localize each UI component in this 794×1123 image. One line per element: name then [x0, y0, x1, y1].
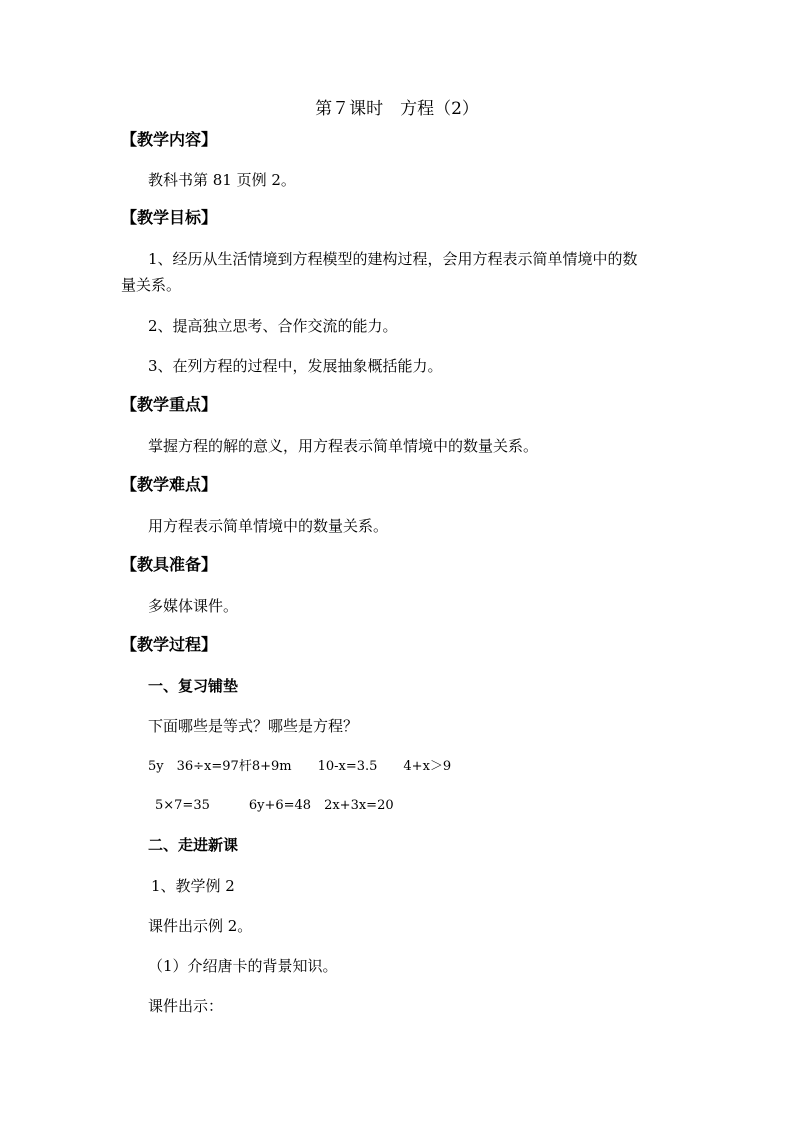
equation-row-1: 5y 36÷x=97杆8+9m 10-x=3.5 4+x＞9: [148, 759, 452, 774]
key-text: 掌握方程的解的意义，用方程表示简单情境中的数量关系。: [148, 437, 539, 455]
section-heading-difficulty: 【教学难点】: [121, 475, 218, 494]
equation-row-2: 5×7=35 6y+6=48 2x+3x=20: [155, 798, 394, 813]
goal-3: 3、在列方程的过程中，发展抽象概括能力。: [148, 357, 443, 375]
intro-text: （1）介绍唐卡的背景知识。: [148, 957, 338, 975]
process-question: 下面哪些是等式？哪些是方程？: [148, 717, 359, 735]
goal-2: 2、提高独立思考、合作交流的能力。: [148, 317, 398, 335]
section-heading-key: 【教学重点】: [121, 395, 218, 414]
show-example-text: 课件出示例 2。: [148, 917, 253, 935]
difficulty-text: 用方程表示简单情境中的数量关系。: [148, 517, 389, 535]
courseware-shows-text: 课件出示：: [148, 997, 224, 1015]
section-heading-process: 【教学过程】: [121, 635, 218, 654]
goal-1-line-1: 1、经历从生活情境到方程模型的建构过程，会用方程表示简单情境中的数: [148, 250, 638, 268]
page-title: 第７课时 方程（2）: [315, 99, 479, 119]
process-part1-heading: 一、复习铺垫: [148, 677, 239, 695]
section-heading-tools: 【教具准备】: [121, 555, 218, 574]
section-heading-content: 【教学内容】: [121, 130, 218, 149]
content-text: 教科书第 81 页例 2。: [148, 171, 296, 189]
process-part2-heading: 二、走进新课: [148, 836, 239, 854]
goal-1-line-2: 量关系。: [121, 276, 182, 294]
process-step-1: 1、教学例 2: [151, 877, 235, 895]
tools-text: 多媒体课件。: [148, 597, 239, 615]
section-heading-goals: 【教学目标】: [121, 208, 218, 227]
